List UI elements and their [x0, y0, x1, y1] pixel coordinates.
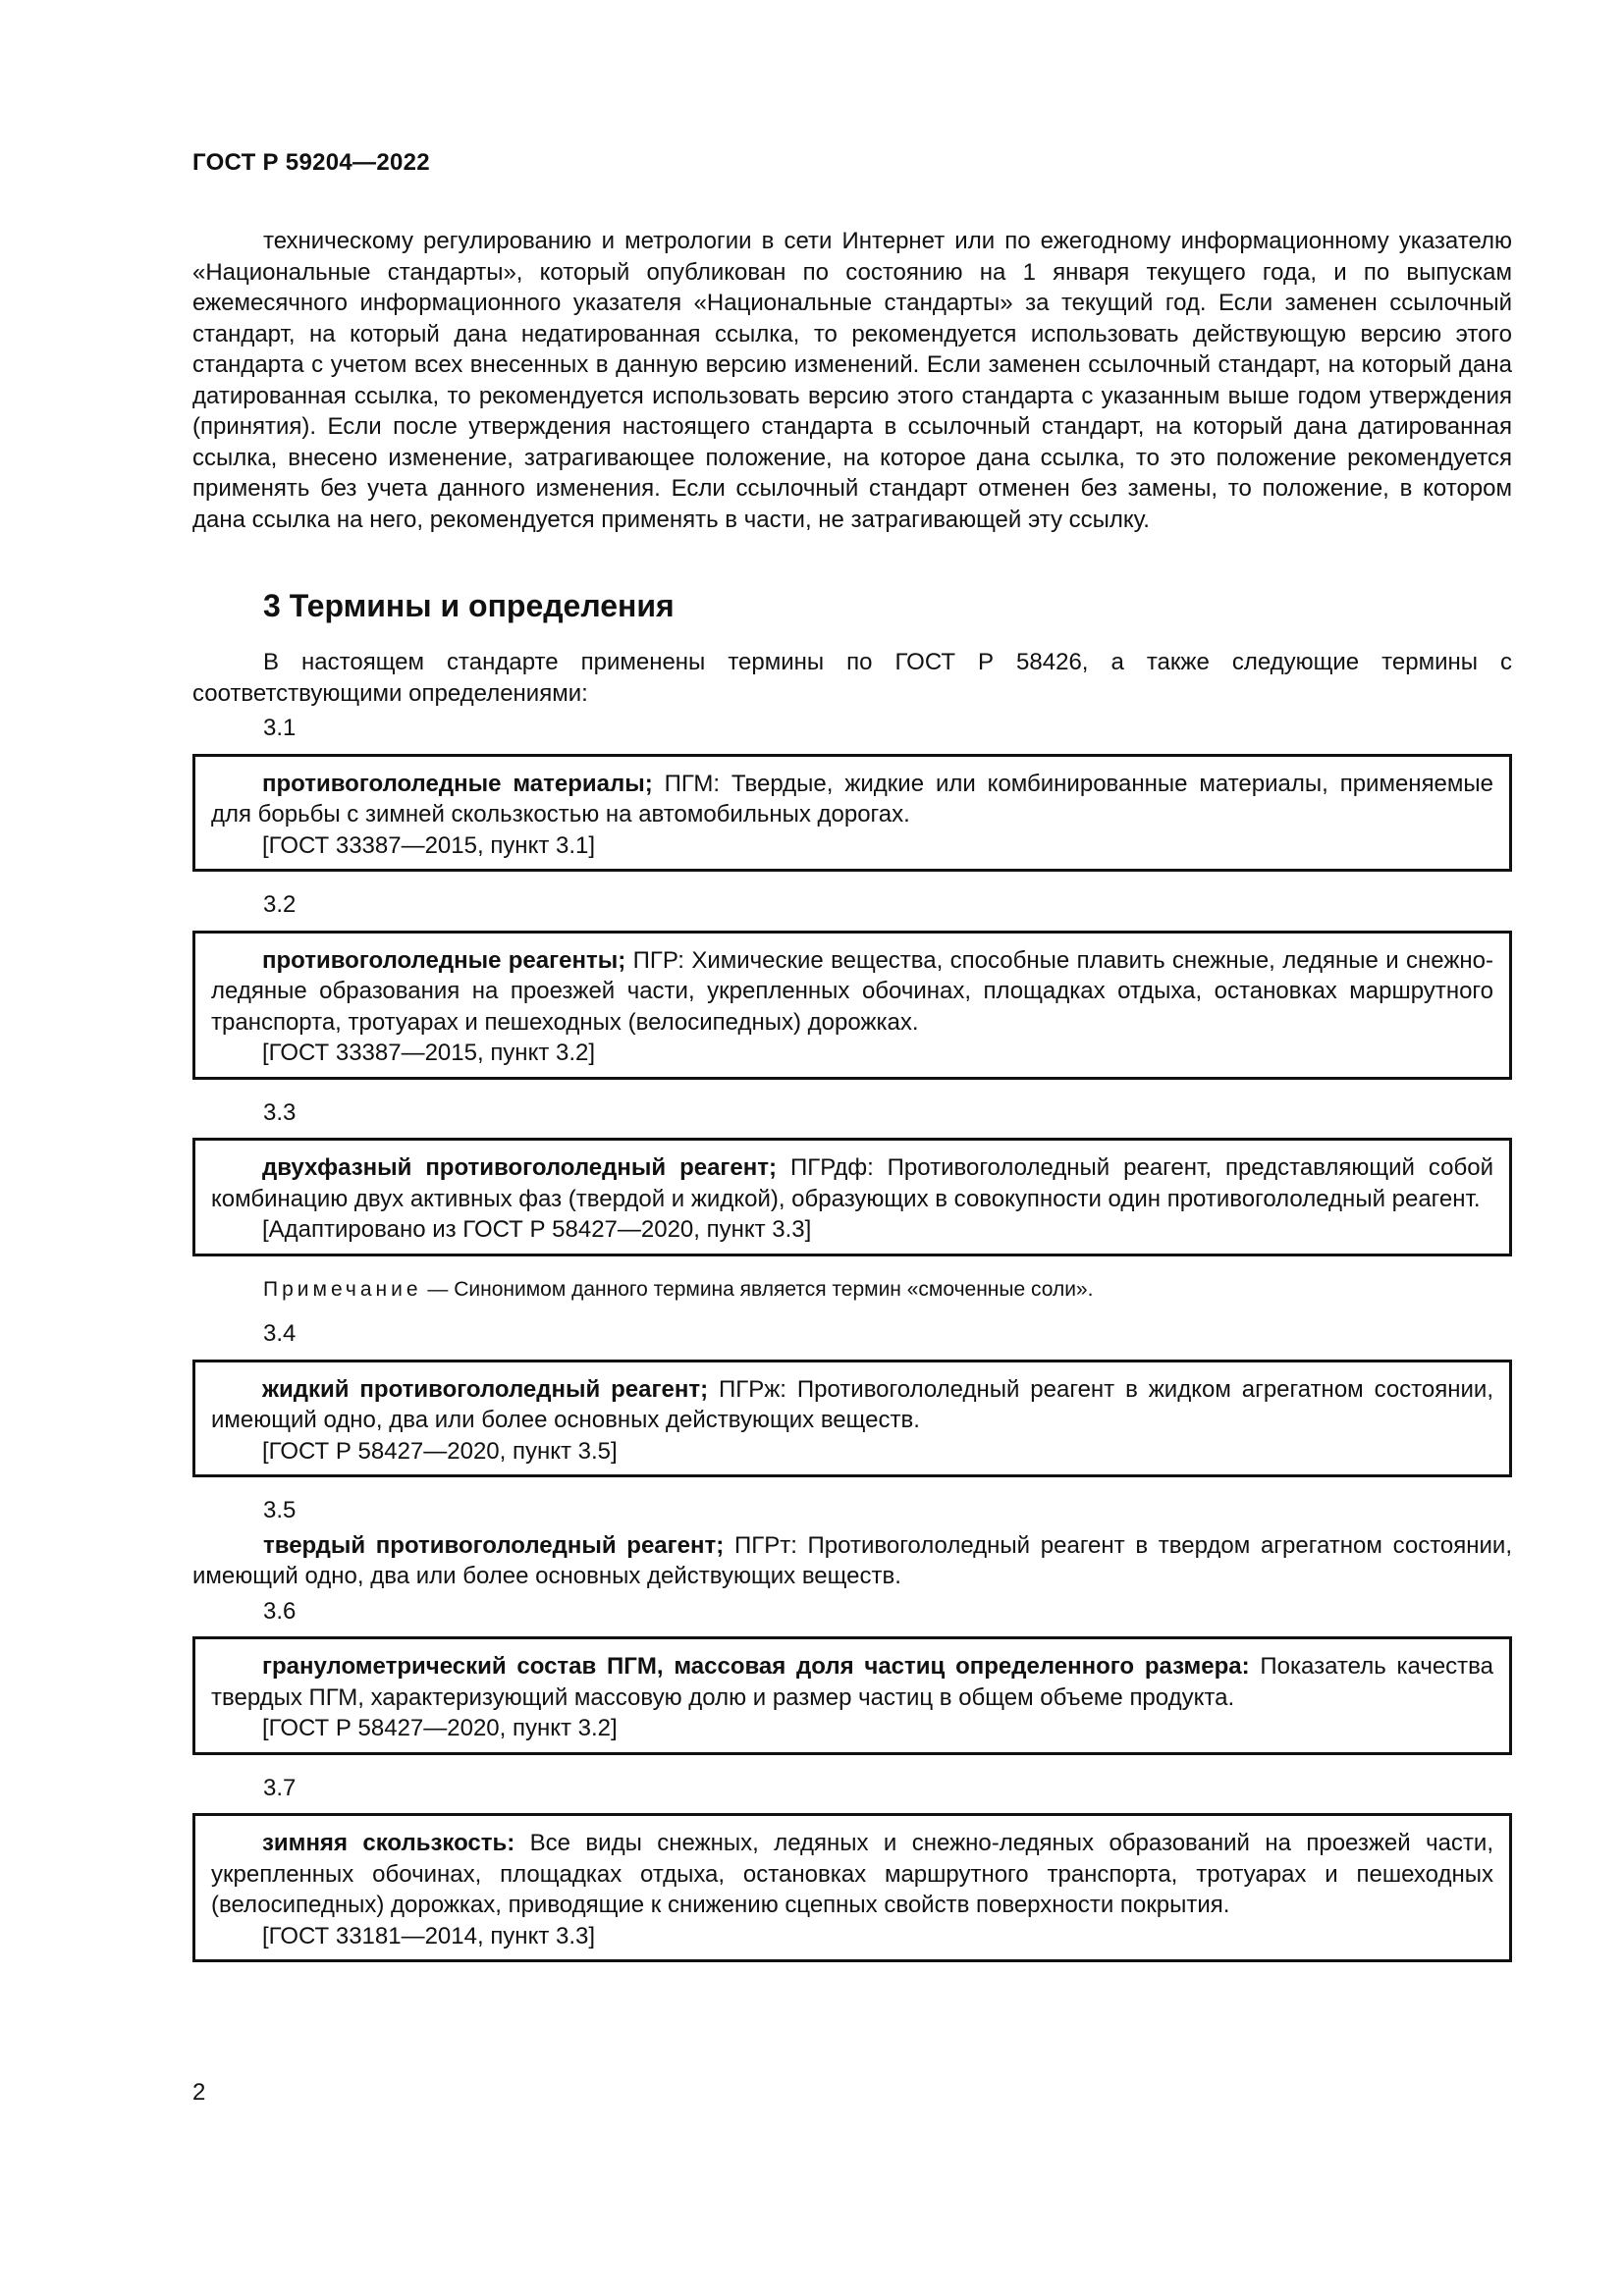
term-definition: [192, 1530, 1512, 1592]
page-number: 2: [192, 2079, 206, 2106]
term-entry-box: [192, 754, 1512, 873]
section-title: 3 Термины и определения: [263, 588, 675, 623]
term-name: противогололедные материалы;: [262, 770, 653, 797]
term-definition: [211, 1828, 1493, 1921]
term-source-reference: [ГОСТ 33387—2015, пункт 3.1]: [262, 831, 596, 859]
note-text: — Синонимом данного термина является термин «смоченные соли».: [421, 1277, 1094, 1301]
term-source-reference: [ГОСТ 33387—2015, пункт 3.2]: [262, 1040, 596, 1066]
term-name: противогололедные реагенты;: [262, 946, 626, 974]
term-name: гранулометрический состав ПГМ, массовая доля частиц определенного размера:: [262, 1653, 1250, 1680]
term-definition: [211, 1374, 1493, 1436]
term-number: 3.3: [263, 1098, 297, 1126]
term-definition-text: Показатель качества твердых ПГМ, характеризующий массовую долю и размер частиц в общем объеме продукта.: [211, 1653, 1494, 1711]
term-entry-box: [192, 1636, 1512, 1755]
term-definition-text: ПГРж: Противогололедный реагент в жидком агрегатном состоянии, имеющий одно, два или более основных действующих веществ.: [211, 1375, 1493, 1433]
term-entry-box: [192, 1138, 1512, 1256]
term-name: зимняя скользкость:: [262, 1830, 515, 1856]
intro-paragraph: техническому регулированию и метрологии в сети Интернет или по ежегодному информационному указателю «Национальные стандарты», который опубликован по состоянию на 1 января текущего года, и по выпускам ежемесячного информационного указателя «Национальные стандарты» за текущий год. Если заменен ссылочный стандарт, на который дана недатированная ссылка, то рекомендуется использовать действующую версию этого стандарта с учетом всех внесенных в данную версию изменений. Если заменен ссылочный стандарт, на который дана датированная ссылка, то рекомендуется использовать версию этого стандарта с указанным выше годом утверждения (принятия). Если после утверждения настоящего стандарта в ссылочный стандарт, на который дана датированная ссылка, внесено изменение, затрагивающее положение, на которое дана ссылка, то это положение рекомендуется применять без учета данного изменения. Если ссылочный стандарт отменен без замены, то положение, в котором дана ссылка на него, рекомендуется применять в части, не затрагивающей эту ссылку.: [192, 228, 1512, 533]
section-lead-paragraph: В настоящем стандарте применены термины по ГОСТ Р 58426, а также следующие термины с соответствующими определениями:: [192, 649, 1512, 707]
term-definition: [211, 769, 1493, 830]
term-entry-box: [192, 931, 1512, 1080]
term-number: 3.2: [263, 891, 297, 918]
term-number: 3.4: [263, 1320, 297, 1347]
document-code-header: ГОСТ Р 59204—2022: [192, 149, 430, 176]
page-content: [192, 226, 1512, 1980]
term-definition: [211, 945, 1493, 1039]
term-number: 3.5: [263, 1497, 297, 1523]
term-source-reference: [Адаптировано из ГОСТ Р 58427—2020, пункт 3.3]: [262, 1216, 812, 1243]
term-definition-text: Все виды снежных, ледяных и снежно-ледяных образований на проезжей части, укрепленных обочинах, площадках отдыха, остановках маршрутного транспорта, тротуарах и пешеходных (велосипедных) дорожках, приводящие к снижению сцепных свойств поверхности покрытия.: [211, 1830, 1493, 1918]
term-definition-text: ПГРдф: Противогололедный реагент, представляющий собой комбинацию двух активных фаз (твердой и жидкой), образующих в совокупности один противогололедный реагент.: [211, 1154, 1493, 1212]
term-note: [263, 1274, 1512, 1306]
term-entry-box: [192, 1360, 1512, 1478]
term-source-reference: [ГОСТ Р 58427—2020, пункт 3.5]: [262, 1437, 618, 1465]
term-definition-text: ПГМ: Твердые, жидкие или комбинированные материалы, применяемые для борьбы с зимней скользкостью на автомобильных дорогах.: [211, 770, 1494, 828]
term-source-reference: [ГОСТ 33181—2014, пункт 3.3]: [262, 1922, 596, 1949]
term-number: 3.7: [263, 1774, 297, 1801]
term-number: 3.6: [263, 1597, 297, 1625]
term-number: 3.1: [263, 715, 297, 741]
term-definition-text: ПГРт: Противогололедный реагент в твердом агрегатном состоянии, имеющий одно, два или более основных действующих веществ.: [192, 1531, 1512, 1589]
term-definition-text: ПГР: Химические вещества, способные плавить снежные, ледяные и снежно-ледяные образования на проезжей части, укрепленных обочинах, площадках отдыха, остановках маршрутного транспорта, тротуарах и пешеходных (велосипедных) дорожках.: [211, 946, 1494, 1036]
term-definition: [211, 1651, 1493, 1713]
term-name: двухфазный противогололедный реагент;: [262, 1154, 778, 1181]
term-source-reference: [ГОСТ Р 58427—2020, пункт 3.2]: [262, 1715, 618, 1741]
term-definition: [211, 1152, 1493, 1214]
note-label: Примечание: [263, 1277, 422, 1301]
term-entry-box: [192, 1813, 1512, 1962]
term-name: твердый противогололедный реагент;: [263, 1531, 725, 1559]
term-name: жидкий противогололедный реагент;: [262, 1375, 709, 1403]
